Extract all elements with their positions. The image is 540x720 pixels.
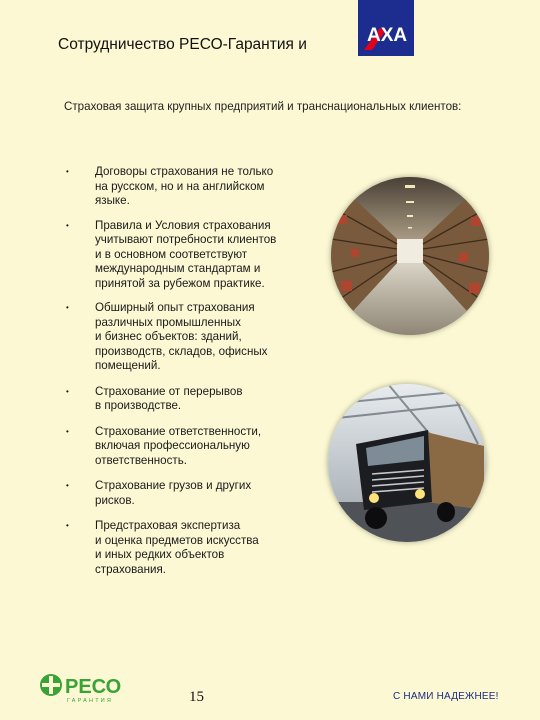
truck-photo [328,384,486,542]
bullet-text: Предстраховая экспертиза и оценка предметов искусства и иных редких объектов страхования. [95,519,259,576]
bullet-item [66,219,326,292]
bullet-marker: • [66,426,69,436]
bullet-list [66,165,326,577]
reso-logo [38,670,130,704]
bullet-marker: • [66,481,69,490]
bullet-marker: • [66,220,69,230]
warehouse-photo [331,177,489,335]
axa-logo [358,0,414,56]
bullet-text: Страхование от перерывов в производстве. [95,384,243,412]
bullet-text: Страхование ответственности, включая профессиональную ответственность. [95,424,262,467]
bullet-item [66,425,326,469]
slide-title: Сотрудничество РЕСО-Гарантия и [58,36,307,53]
bullet-item [66,519,326,577]
bullet-text: Правила и Условия страхования учитывают потребности клиентов и в основном соответствуют международным стандартам и принятой за рубежом практике. [95,218,277,290]
subtitle: Страховая защита крупных предприятий и транснациональных клиентов: [64,100,462,113]
bullet-item [66,479,326,508]
svg-text:РЕСО: РЕСО [65,676,122,698]
svg-text:ГАРАНТИЯ: ГАРАНТИЯ [67,698,114,704]
bullet-text: Страхование грузов и других рисков. [95,479,252,507]
bullet-marker: • [66,303,69,312]
page-number: 15 [189,689,204,705]
bullet-item [66,301,326,374]
bullet-text: Обширный опыт страхования различных промышленных и бизнес объектов: зданий, производств, складов, офисных помещений. [95,301,268,372]
bullet-item [66,165,326,209]
bullet-text: Договоры страхования не только на русском, но и на английском языке. [95,165,274,207]
svg-text:AXA: AXA [367,25,408,46]
bullet-marker: • [66,521,69,530]
bullet-item [66,385,326,414]
bullet-marker: • [66,167,69,176]
slogan: С НАМИ НАДЕЖНЕЕ! [393,691,499,702]
bullet-marker: • [66,386,69,396]
